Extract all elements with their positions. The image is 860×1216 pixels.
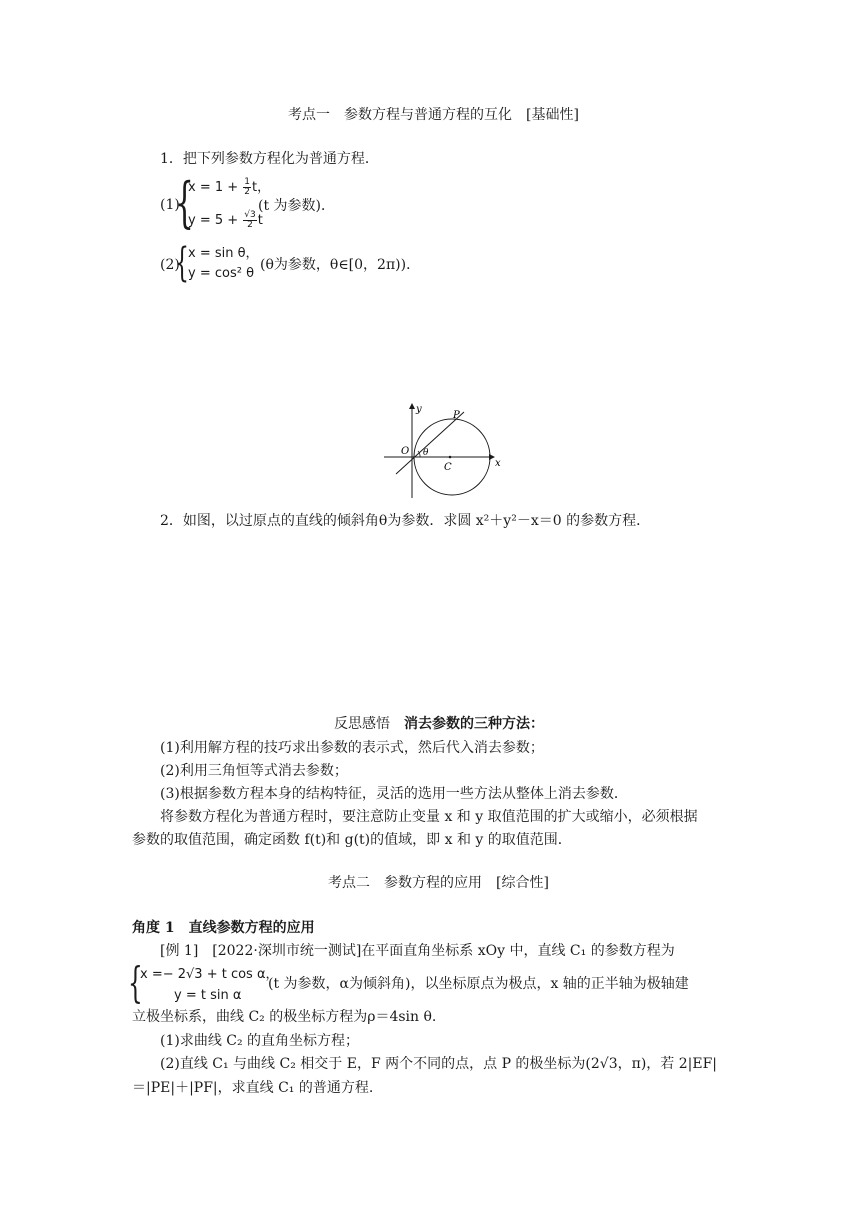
q1-part2-param-note: (θ为参数，θ∈[0，2π))． <box>260 257 421 273</box>
question-1-stem: 1．把下列参数方程化为普通方程． <box>160 151 379 167</box>
reflection-method-1: (1)利用解方程的技巧求出参数的表示式，然后代入消去参数； <box>160 740 544 756</box>
reflection-note-line2: 参数的取值范围，确定函数 f(t)和 g(t)的值域，即 x 和 y 的取值范围． <box>132 832 572 848</box>
example-1-eq-line1: x =− 2√3 + t cos α， <box>140 967 279 982</box>
q1-part2-eq-line1: x = sin θ， <box>188 246 259 261</box>
example-1-sub2-line1: (2)直线 C₁ 与曲线 C₂ 相交于 E，F 两个不同的点，点 P 的极坐标为(2√3，π)，若 2|EF| <box>160 1056 718 1072</box>
label-y: y <box>416 404 422 415</box>
example-1-line2-tail: (t 为参数，α为倾斜角)，以坐标原点为极点，x 轴的正半轴为极轴建 <box>268 976 689 992</box>
center-point <box>449 456 452 459</box>
example-1-sub1: (1)求曲线 C₂ 的直角坐标方程； <box>160 1033 360 1049</box>
example-1-brace: { <box>128 958 143 1007</box>
line-op <box>396 412 464 474</box>
reflection-note-line1: 将参数方程化为普通方程时，要注意防止变量 x 和 y 取值范围的扩大或缩小，必须根据 <box>160 809 698 825</box>
label-x: x <box>495 458 501 469</box>
reflection-title: 反思感悟 消去参数的三种方法： <box>334 716 544 732</box>
reflection-method-3: (3)根据参数方程本身的结构特征，灵活的选用一些方法从整体上消去参数． <box>160 786 628 802</box>
q1-part2-label: (2) <box>160 257 180 273</box>
q1-part2-brace: { <box>175 240 189 286</box>
label-c: C <box>444 462 452 473</box>
reflection-method-2: (2)利用三角恒等式消去参数； <box>160 763 348 779</box>
q1-part1-label: (1) <box>160 197 180 213</box>
label-o: O <box>401 446 410 457</box>
section-title-1: 考点一 参数方程与普通方程的互化 [基础性] <box>288 107 579 123</box>
example-1-eq-line2: y = t sin α <box>174 988 242 1003</box>
q1-part1-brace: { <box>175 171 194 234</box>
q1-part1-eq-line1: x = 1 + $\frac{1}{2}$ t， <box>188 177 271 197</box>
q1-part1-param-note: (t 为参数)． <box>258 198 335 214</box>
section-title-2: 考点二 参数方程的应用 [综合性] <box>328 875 549 891</box>
circle-line-figure <box>380 398 520 508</box>
q1-part2-eq-line2: y = cos² θ <box>188 266 255 281</box>
label-p: P <box>453 410 460 421</box>
question-2: 2．如图，以过原点的直线的倾斜角θ为参数．求圆 x²＋y²－x＝0 的参数方程． <box>160 513 651 529</box>
example-1-line1: [例 1] [2022·深圳市统一测试]在平面直角坐标系 xOy 中，直线 C₁ 的参数方程为 <box>160 943 675 959</box>
example-1-sub2-line2: ＝|PE|＋|PF|，求直线 C₁ 的普通方程. <box>132 1080 374 1096</box>
example-1-line3: 立极坐标系，曲线 C₂ 的极坐标方程为ρ＝4sin θ. <box>132 1009 437 1025</box>
angle-1-title: 角度 1 直线参数方程的应用 <box>132 920 315 936</box>
q1-part1-eq-line2: y = 5 + $\frac{√3}{2}$ t <box>188 210 263 230</box>
label-theta: θ <box>423 448 429 458</box>
